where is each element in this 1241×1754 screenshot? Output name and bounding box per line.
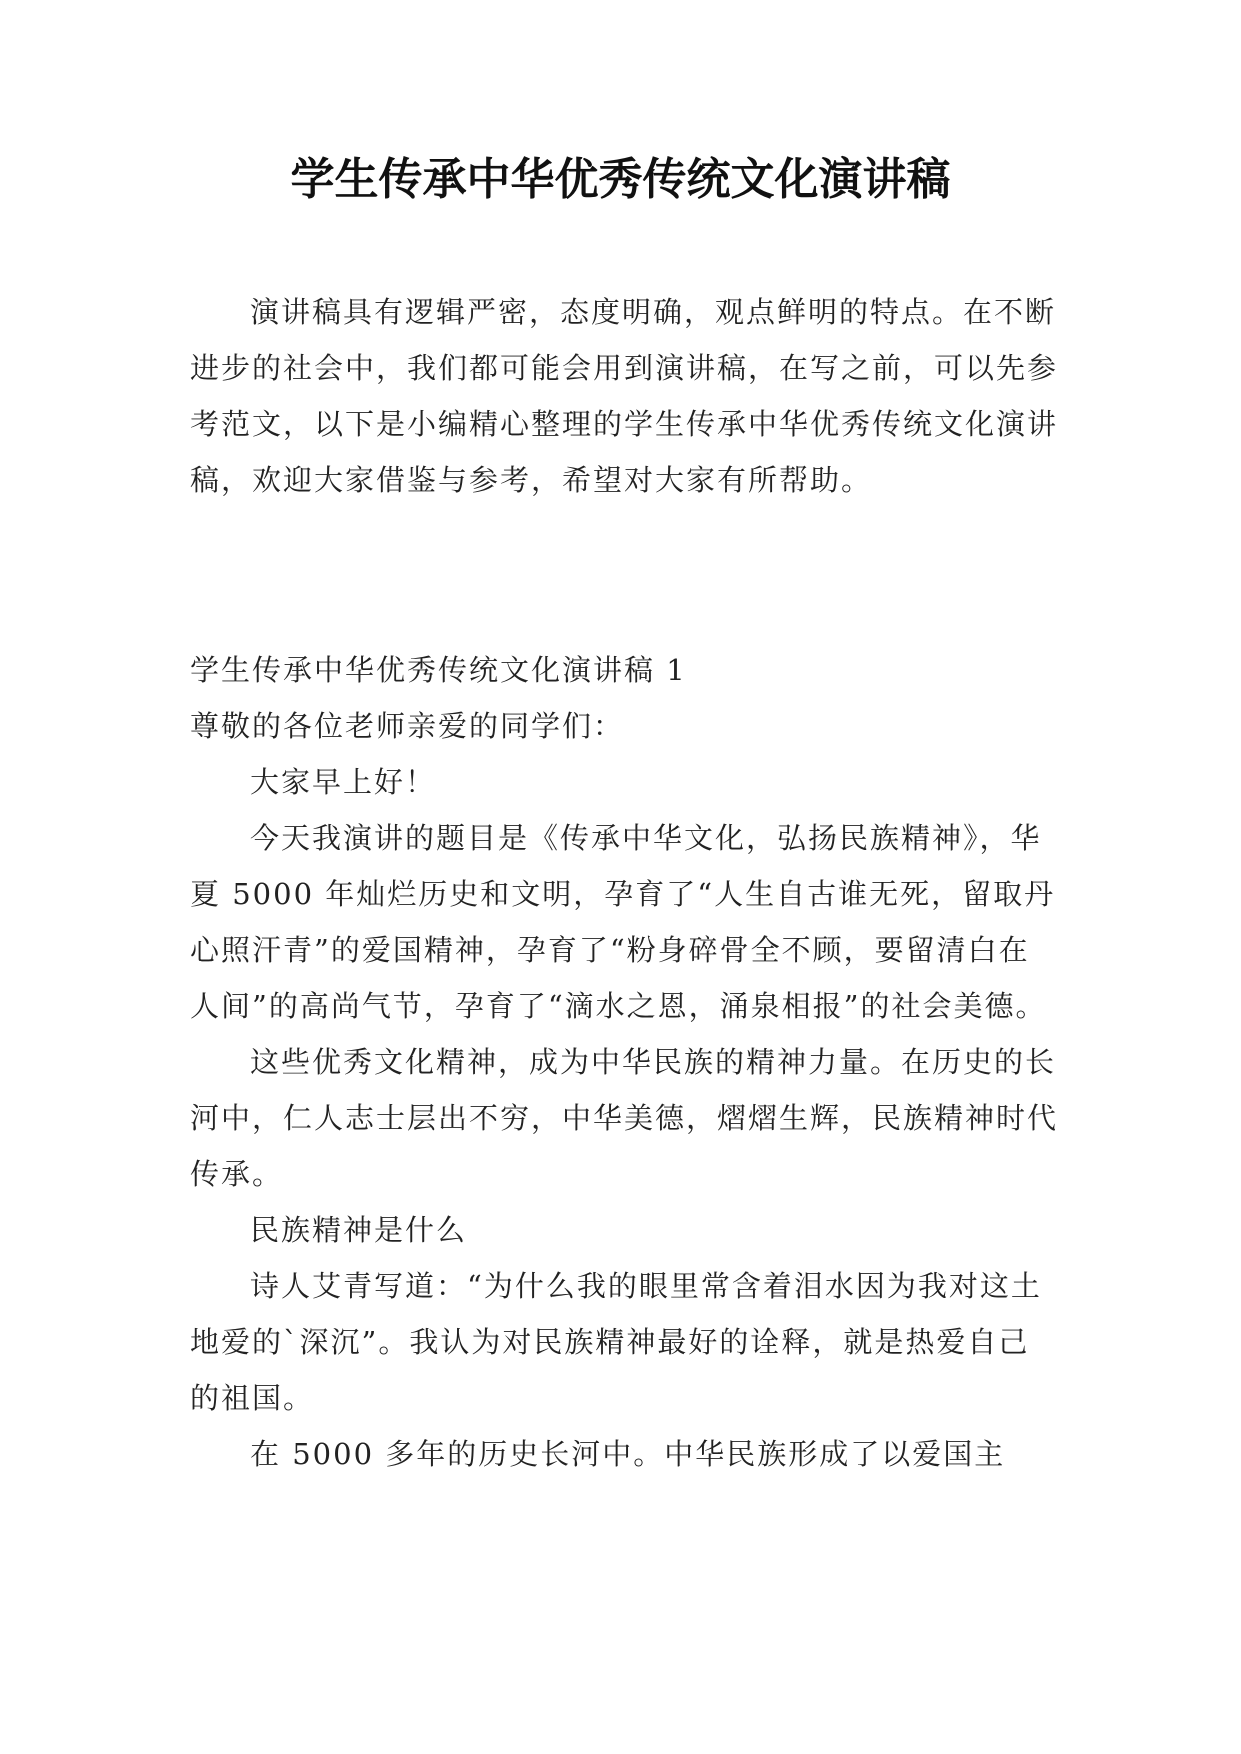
document-title: 学生传承中华优秀传统文化演讲稿 [290, 154, 951, 205]
paragraph-history: 在 5000 多年的历史长河中。中华民族形成了以爱国主 [250, 1437, 1006, 1471]
paragraph-greeting: 大家早上好！ [250, 765, 437, 799]
intro-paragraph: 演讲稿具有逻辑严密，态度明确，观点鲜明的特点。在不断进步的社会中，我们都可能会用到演讲稿，在写之前，可以先参考范文，以下是小编精心整理的学生传承中华优秀传统文化演讲稿，欢迎大家借鉴与参考，希望对大家有所帮助。 [190, 295, 1059, 497]
paragraph-spirit: 这些优秀文化精神，成为中华民族的精神力量。在历史的长河中，仁人志士层出不穷，中华美德，熠熠生辉，民族精神时代传承。 [190, 1045, 1059, 1191]
speech-body [190, 642, 1060, 1482]
intro-block [190, 284, 1060, 508]
paragraph-question: 民族精神是什么 [250, 1213, 468, 1247]
section-heading: 学生传承中华优秀传统文化演讲稿 1 [190, 653, 687, 687]
paragraph-poet: 诗人艾青写道：“为什么我的眼里常含着泪水因为我对这土地爱的`深沉”。我认为对民族精神最好的诠释，就是热爱自己的祖国。 [190, 1269, 1042, 1415]
paragraph-topic: 今天我演讲的题目是《传承中华文化，弘扬民族精神》，华夏 5000 年灿烂历史和文明，孕育了“人生自古谁无死，留取丹心照汗青”的爱国精神，孕育了“粉身碎骨全不顾，要留清白在人间”的高尚气节，孕育了“滴水之恩，涌泉相报”的社会美德。 [190, 821, 1056, 1023]
salutation: 尊敬的各位老师亲爱的同学们： [190, 709, 625, 743]
